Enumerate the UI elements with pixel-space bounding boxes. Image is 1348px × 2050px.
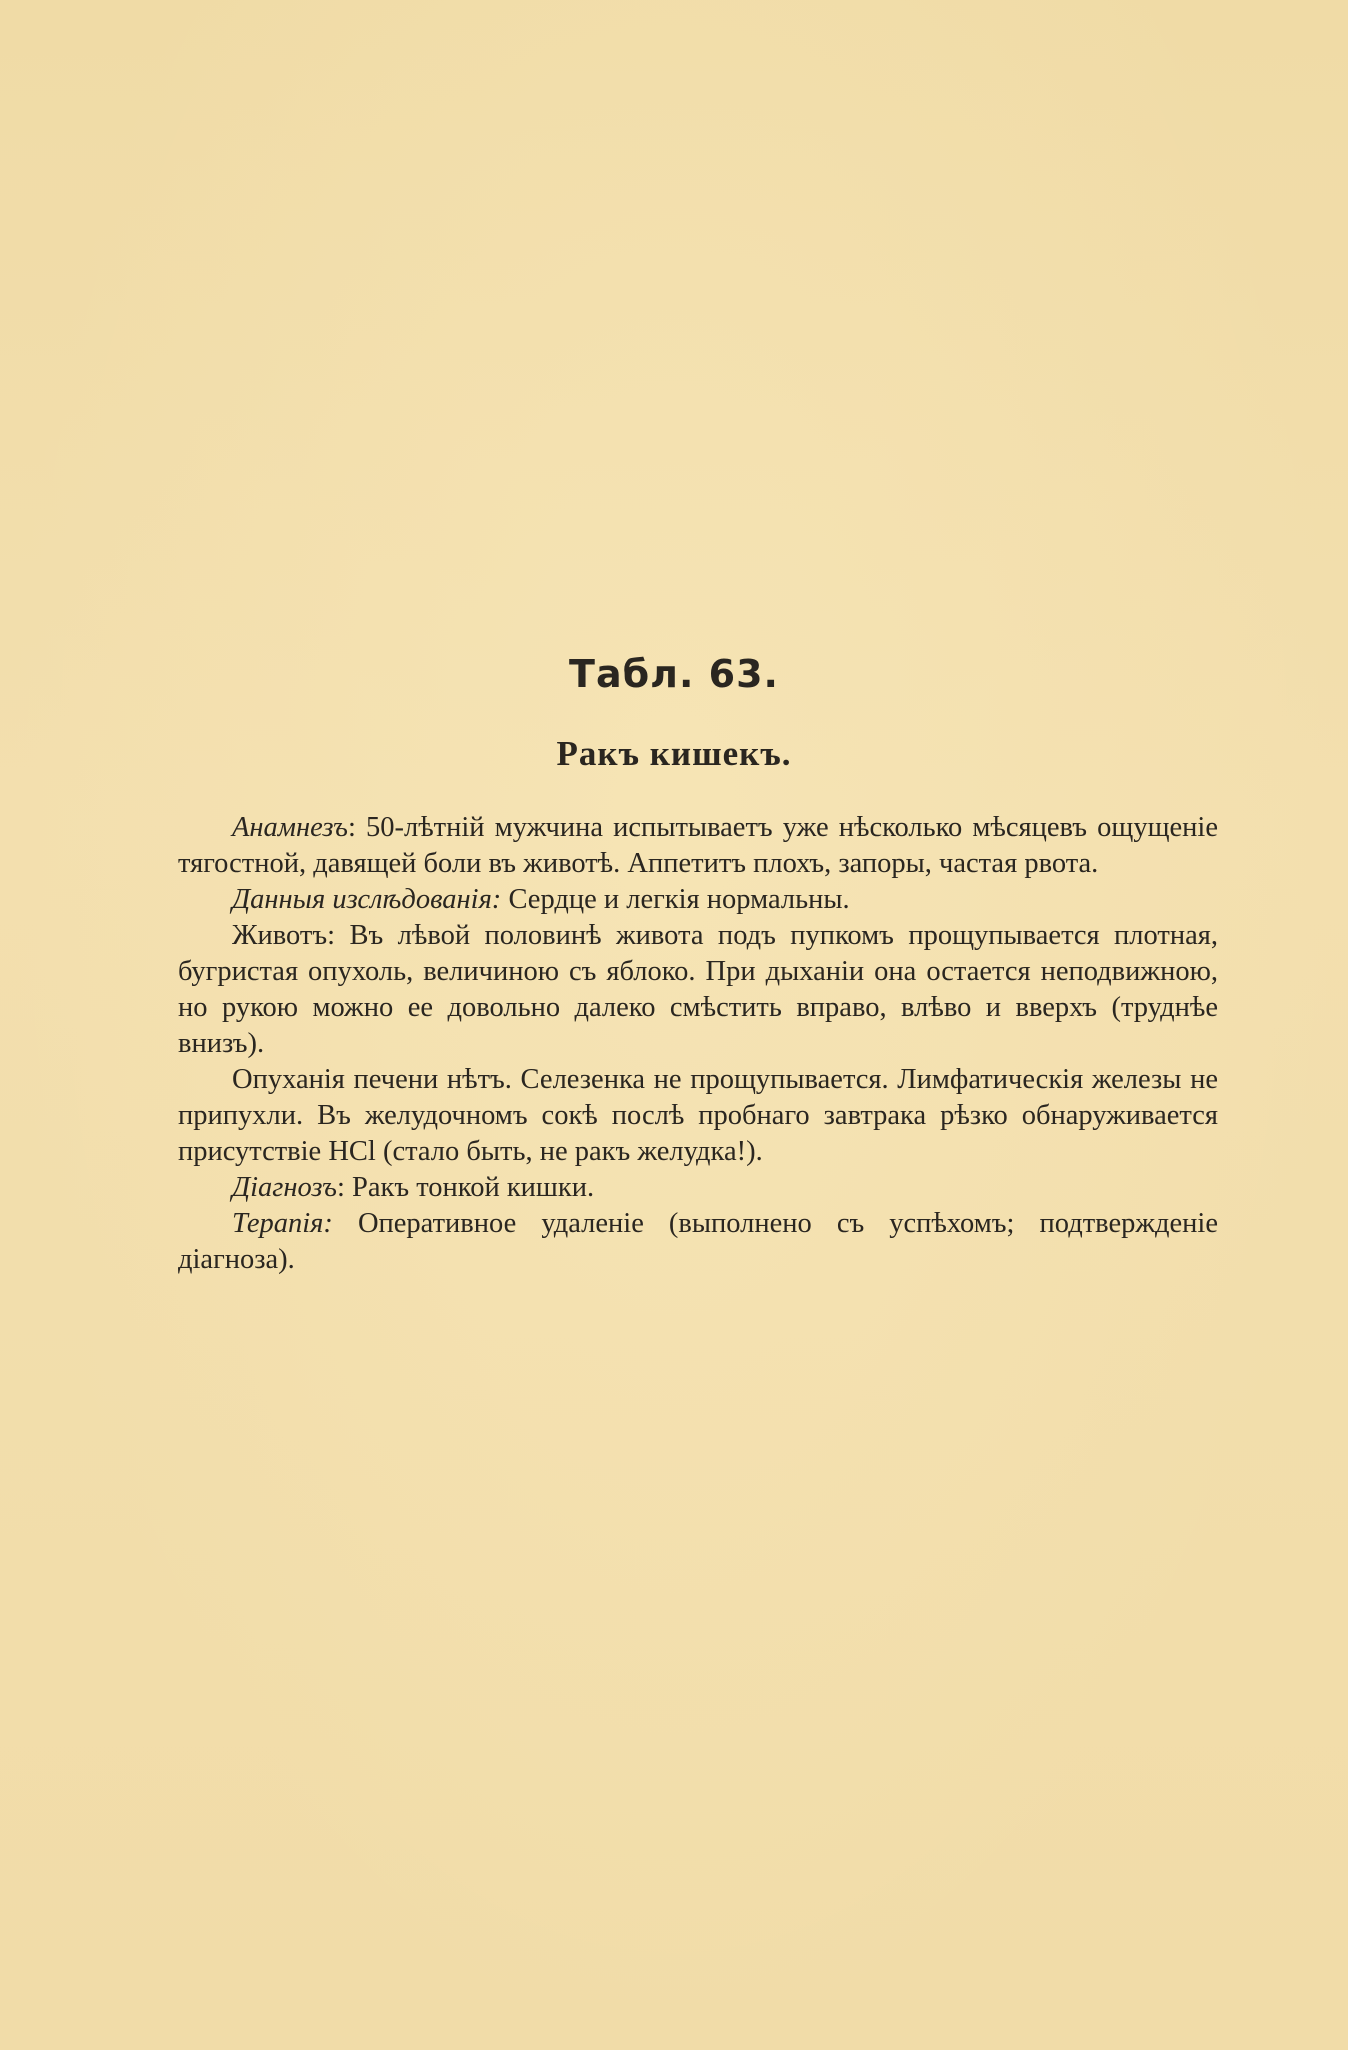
label-findings: Данныя изслѣдованія: bbox=[232, 884, 502, 915]
text-diagnosis: : Ракъ тонкой кишки. bbox=[336, 1172, 595, 1203]
label-diagnosis: Діагнозъ bbox=[232, 1172, 337, 1203]
label-anamnesis: Анамнезъ bbox=[232, 812, 348, 843]
page-subtitle: Ракъ кишекъ. bbox=[556, 734, 792, 773]
paragraph-diagnosis bbox=[178, 1170, 1218, 1206]
case-description bbox=[178, 810, 1218, 1278]
text-liver-spleen: Опуханія печени нѣтъ. Селезенка не прощупывается. Лимфатическія железы не припухли. Въ желудочномъ сокѣ послѣ пробнаго завтрака рѣзко обнаруживается присутствіе HCl (стало быть, не ракъ желудка!). bbox=[178, 1064, 1218, 1167]
paragraph-therapy bbox=[178, 1206, 1218, 1278]
text-therapy: Оперативное удаленіе (выполнено съ успѣхомъ; подтвержденіе діагноза). bbox=[178, 1208, 1218, 1275]
page-title: Табл. 63. bbox=[569, 652, 779, 696]
label-therapy: Терапія: bbox=[232, 1208, 333, 1239]
text-findings: Сердце и легкія нормальны. bbox=[501, 884, 850, 915]
paragraph-liver-spleen bbox=[178, 1062, 1218, 1170]
paragraph-anamnesis bbox=[178, 810, 1218, 882]
paragraph-abdomen bbox=[178, 918, 1218, 1062]
text-abdomen: Животъ: Въ лѣвой половинѣ живота подъ пупкомъ прощупывается плотная, бугристая опухоль, величиною съ яблоко. При дыханіи она остается неподвижною, но рукою можно ее довольно далеко смѣстить вправо, влѣво и вверхъ (труднѣе внизъ). bbox=[178, 920, 1218, 1059]
paragraph-findings bbox=[178, 882, 1218, 918]
text-anamnesis: : 50-лѣтній мужчина испытываетъ уже нѣсколько мѣсяцевъ ощущеніе тягостной, давящей боли въ животѣ. Аппетитъ плохъ, запоры, частая рвота. bbox=[178, 812, 1218, 879]
